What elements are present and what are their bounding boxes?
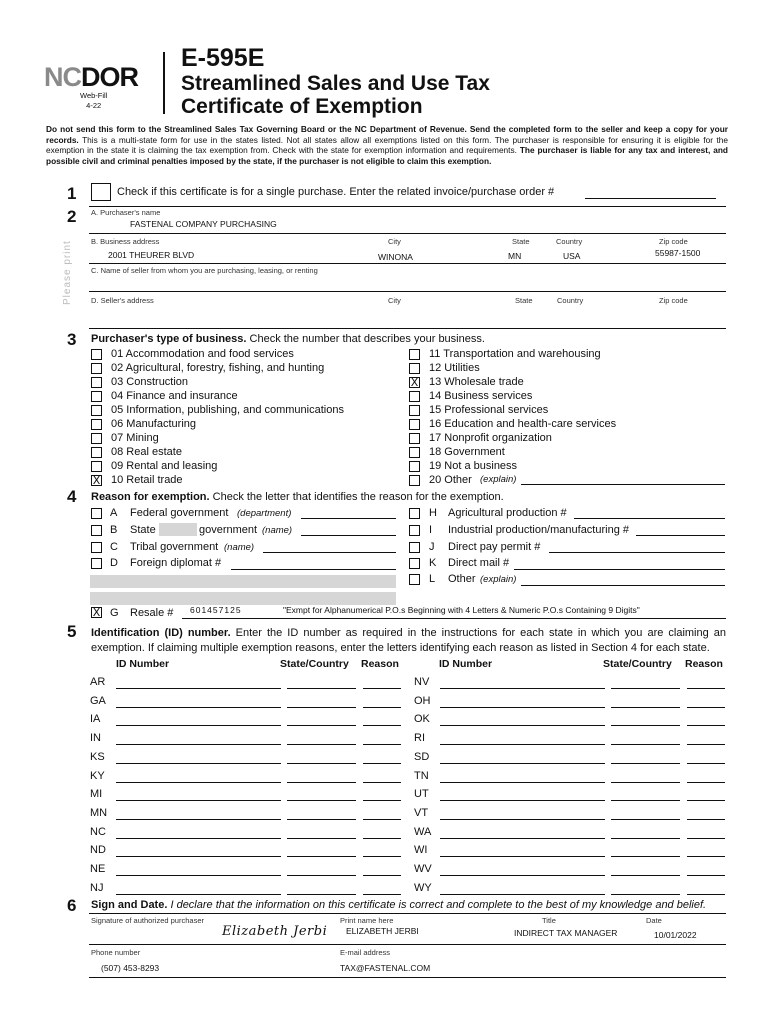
business-address-value[interactable]: 2001 THEURER BLVD (108, 250, 195, 260)
reason-e-shaded-field (90, 575, 396, 588)
intro-bold-2: The purchaser is liable for any tax and interest, and possible civil and criminal penalties imposed by the state, if the purchaser is not eligible to claim this exemption. (46, 145, 728, 166)
reason-g-text: Resale # (130, 607, 174, 619)
state-country-field[interactable] (287, 763, 356, 764)
id-number-title: Identification (ID) number. (91, 627, 231, 639)
business-type-checkbox[interactable]: X (92, 474, 101, 487)
id-number-field[interactable] (116, 856, 281, 857)
reason-field[interactable] (687, 856, 725, 857)
seller-state-label: State (515, 296, 533, 305)
reason-b-checkbox[interactable] (91, 525, 102, 536)
web-fill-block (80, 91, 107, 111)
state-code: TN (414, 769, 429, 782)
id-number-field[interactable] (116, 707, 281, 708)
state-country-field[interactable] (287, 688, 356, 689)
business-type-label: 04 Finance and insurance (111, 390, 238, 402)
reason-c-field[interactable] (263, 552, 396, 553)
state-code: WV (414, 863, 432, 875)
web-fill-label: Web-Fill (80, 91, 108, 100)
reason-c-note: (name) (224, 542, 255, 553)
id-number-field[interactable] (116, 782, 281, 783)
zip-label: Zip code (659, 237, 688, 246)
business-type-label: 14 Business services (429, 390, 533, 402)
business-type-checkbox[interactable] (409, 349, 420, 360)
reason-j-field[interactable] (549, 552, 725, 553)
reason-field[interactable] (687, 894, 725, 895)
state-code: NE (90, 863, 106, 875)
reason-k-field[interactable] (514, 569, 725, 570)
state-code: AR (90, 676, 106, 688)
reason-k-letter: K (429, 557, 437, 569)
state-country-field[interactable] (611, 763, 680, 764)
state-code: SD (414, 750, 430, 763)
reason-a-text: Federal government (130, 507, 229, 519)
state-country-field[interactable] (287, 856, 356, 857)
business-type-label: 18 Government (429, 446, 505, 458)
reason-b-note: (name) (262, 525, 293, 536)
reason-j-letter: J (429, 541, 435, 553)
reason-a-letter: A (110, 507, 118, 519)
col-reason-left: Reason (361, 658, 399, 670)
id-number-field[interactable] (440, 894, 605, 895)
reason-field[interactable] (687, 875, 725, 876)
reason-d-text: Foreign diplomat # (130, 557, 222, 569)
state-country-field[interactable] (611, 782, 680, 783)
logo-nc: NC (44, 62, 81, 92)
state-country-field[interactable] (287, 800, 356, 801)
business-type-checkbox[interactable] (409, 391, 420, 402)
signature-value[interactable]: Elizabeth Jerbi (222, 924, 328, 939)
state-code: MI (90, 788, 103, 801)
business-type-title: Purchaser's type of business. (91, 333, 247, 345)
reason-b-field[interactable] (301, 535, 396, 536)
state-code: ND (90, 844, 106, 857)
reason-field[interactable] (363, 763, 401, 764)
business-type-label: 13 Wholesale trade (429, 376, 524, 388)
seller-zip-label: Zip code (659, 296, 688, 305)
reason-h-checkbox[interactable] (409, 508, 420, 519)
reason-l-checkbox[interactable] (409, 574, 420, 585)
resale-note-value[interactable]: "Exmpt for Alphanumerical P.O.s Beginning with 4 Letters & Numeric P.O.s Containing 9 Digits" (283, 605, 640, 615)
reason-field[interactable] (687, 819, 725, 820)
sign-bottom-rule (89, 977, 726, 978)
state-code: WI (414, 844, 428, 857)
sign-date-text: I declare that the information on this certificate is correct and complete to the best of my knowledge and belief. (167, 899, 707, 911)
reason-field[interactable] (687, 725, 725, 726)
business-type-label: 06 Manufacturing (111, 418, 196, 430)
city-label: City (388, 237, 401, 246)
seller-country-label: Country (557, 296, 584, 305)
reason-field[interactable] (363, 856, 401, 857)
state-country-field[interactable] (611, 800, 680, 801)
col-state-right: State/Country (603, 658, 672, 670)
reason-field[interactable] (687, 838, 725, 839)
state-country-field[interactable] (287, 782, 356, 783)
reason-i-letter: I (429, 524, 433, 536)
reason-d-checkbox[interactable] (91, 558, 102, 569)
reason-k-text: Direct mail # (448, 557, 510, 569)
business-type-checkbox[interactable] (409, 405, 420, 416)
business-type-label: 02 Agricultural, forestry, fishing, and hunting (111, 362, 325, 374)
business-type-checkbox[interactable] (91, 377, 102, 388)
purchaser-name-label: A. Purchaser's name (91, 208, 161, 217)
reason-j-checkbox[interactable] (409, 542, 420, 553)
business-type-checkbox[interactable] (91, 419, 102, 430)
col-state-left: State/Country (280, 658, 349, 670)
reason-j-text: Direct pay permit # (448, 541, 541, 553)
business-type-checkbox[interactable] (409, 419, 420, 430)
business-type-checkbox[interactable] (91, 349, 102, 360)
purchaser-name-value[interactable]: FASTENAL COMPANY PURCHASING (130, 219, 277, 229)
state-country-field[interactable] (287, 875, 356, 876)
reason-field[interactable] (687, 800, 725, 801)
section-3-number: 3 (67, 330, 77, 349)
business-type-label: 17 Nonprofit organization (429, 432, 552, 444)
reason-a-note: (department) (237, 508, 292, 519)
state-code: KY (90, 769, 105, 782)
business-type-instruction: Check the number that describes your business. (246, 333, 485, 345)
reason-field[interactable] (363, 800, 401, 801)
reason-a-checkbox[interactable] (91, 508, 102, 519)
country-value[interactable]: USA (563, 251, 581, 261)
reason-field[interactable] (363, 744, 401, 745)
state-country-field[interactable] (287, 838, 356, 839)
seller-address-label: D. Seller's address (91, 296, 154, 305)
id-number-field[interactable] (116, 763, 281, 764)
reason-instruction: Check the letter that identifies the reason for the exemption. (209, 491, 504, 503)
reason-a-field[interactable] (301, 518, 396, 519)
city-value[interactable]: WINONA (378, 252, 413, 262)
reason-l-field[interactable] (521, 585, 725, 586)
business-type-label: 19 Not a business (429, 460, 518, 472)
reason-c-text: Tribal government (130, 541, 219, 553)
section-5-number: 5 (67, 622, 77, 641)
business-type-checkbox[interactable] (91, 461, 102, 472)
form-title-line2: Certificate of Exemption (181, 95, 423, 118)
state-code: NJ (90, 881, 104, 894)
form-version: 4-22 (86, 101, 102, 110)
business-type-label: 11 Transportation and warehousing (429, 348, 601, 360)
business-type-heading (91, 333, 485, 345)
state-country-field[interactable] (287, 744, 356, 745)
row-b-rule (89, 263, 726, 264)
state-country-field[interactable] (611, 819, 680, 820)
state-country-field[interactable] (287, 725, 356, 726)
reason-i-field[interactable] (636, 535, 725, 536)
reason-field[interactable] (363, 725, 401, 726)
sign-mid-rule (89, 944, 726, 945)
state-code: WA (414, 825, 432, 838)
reason-b-state-field[interactable] (159, 523, 197, 536)
section-6-number: 6 (67, 896, 77, 915)
signature-label: Signature of authorized purchaser (91, 916, 204, 925)
reason-l-text: Other (448, 573, 476, 585)
id-number-field[interactable] (440, 707, 605, 708)
business-type-checkbox[interactable] (409, 433, 420, 444)
id-number-field[interactable] (116, 819, 281, 820)
state-country-field[interactable] (611, 838, 680, 839)
reason-field[interactable] (363, 819, 401, 820)
id-number-field[interactable] (440, 800, 605, 801)
id-number-field[interactable] (116, 875, 281, 876)
form-title-line1: Streamlined Sales and Use Tax (181, 72, 490, 95)
id-number-field[interactable] (440, 875, 605, 876)
state-value[interactable]: MN (508, 251, 522, 261)
state-country-field[interactable] (611, 707, 680, 708)
business-type-checkbox[interactable] (409, 475, 420, 486)
business-type-label: 03 Construction (111, 376, 189, 388)
reason-field[interactable] (363, 782, 401, 783)
header-divider (163, 52, 165, 114)
reason-field[interactable] (687, 782, 725, 783)
title-label: Title (542, 916, 556, 925)
id-number-field[interactable] (116, 744, 281, 745)
business-type-label: 05 Information, publishing, and communications (111, 404, 344, 416)
id-number-field[interactable] (116, 688, 281, 689)
reason-l-letter: L (429, 573, 436, 585)
row-d-rule (89, 328, 726, 329)
col-id-right: ID Number (439, 658, 493, 670)
reason-field[interactable] (363, 838, 401, 839)
reason-field[interactable] (363, 688, 401, 689)
id-number-text: Enter the ID number as required in the instructions for each state in which you are claiming an exemption. If claiming multiple exemption reasons, enter the letters identifying each reason as listed in Section 4 for each state. (91, 627, 726, 654)
invoice-number-field[interactable] (585, 198, 716, 199)
state-code: OH (414, 694, 431, 707)
id-number-field[interactable] (440, 819, 605, 820)
state-country-field[interactable] (287, 819, 356, 820)
phone-label: Phone number (91, 948, 141, 957)
print-name-label: Print name here (340, 916, 394, 925)
state-code: WY (414, 881, 432, 894)
state-code: IA (90, 713, 101, 726)
state-code: VT (414, 806, 429, 819)
reason-h-field[interactable] (574, 518, 725, 519)
ncdor-logo (44, 62, 138, 93)
reason-b-text-2: government (199, 524, 258, 536)
resale-number-value[interactable]: 601457125 (190, 605, 242, 615)
id-number-field[interactable] (116, 894, 281, 895)
intro-bold-1: Do not send this form to the Streamlined Sales Tax Governing Board or the NC Department of Revenue. Send the completed form to the seller and keep a copy for your records. (46, 124, 728, 145)
id-number-instructions (91, 626, 726, 656)
reason-h-letter: H (429, 507, 437, 519)
country-label: Country (556, 237, 583, 246)
state-code: OK (414, 713, 430, 726)
business-type-checkbox[interactable] (91, 447, 102, 458)
print-name-value[interactable]: ELIZABETH JERBI (346, 926, 419, 936)
business-type-checkbox[interactable] (409, 447, 420, 458)
zip-value[interactable]: 55987-1500 (655, 248, 701, 258)
id-number-field[interactable] (116, 838, 281, 839)
email-label: E-mail address (340, 948, 391, 957)
state-code: NV (414, 676, 430, 688)
state-code: NC (90, 825, 106, 838)
business-type-checkbox[interactable] (409, 363, 420, 374)
section-2-number: 2 (67, 207, 77, 226)
state-code: MN (90, 806, 108, 819)
reason-field[interactable] (687, 744, 725, 745)
state-country-field[interactable] (611, 856, 680, 857)
reason-f-shaded-field (90, 592, 396, 605)
sign-top-rule (89, 913, 726, 914)
reason-b-text-1: State (130, 524, 156, 536)
reason-field[interactable] (363, 707, 401, 708)
form-number: E-595E (181, 44, 265, 72)
id-number-field[interactable] (440, 744, 605, 745)
business-type-checkbox[interactable] (91, 433, 102, 444)
sign-date-heading (91, 899, 706, 911)
state-country-field[interactable] (611, 688, 680, 689)
intro-paragraph (46, 124, 728, 166)
id-number-field[interactable] (440, 782, 605, 783)
date-value[interactable]: 10/01/2022 (654, 930, 697, 940)
reason-title: Reason for exemption. (91, 491, 210, 503)
business-address-label: B. Business address (91, 237, 160, 246)
reason-c-letter: C (110, 541, 118, 553)
state-country-field[interactable] (611, 744, 680, 745)
id-number-field[interactable] (440, 725, 605, 726)
business-type-label: 16 Education and health-care services (429, 418, 617, 430)
business-type-label: 09 Rental and leasing (111, 460, 218, 472)
business-type-label: 20 Other (429, 474, 472, 486)
state-code: IN (90, 732, 101, 745)
reason-heading (91, 491, 504, 503)
reason-c-checkbox[interactable] (91, 542, 102, 553)
state-code: RI (414, 732, 425, 745)
phone-value[interactable]: (507) 453-8293 (101, 963, 160, 973)
title-value[interactable]: INDIRECT TAX MANAGER (514, 928, 618, 938)
reason-b-letter: B (110, 524, 118, 536)
business-type-label: 12 Utilities (429, 362, 480, 374)
logo-dor: DOR (81, 62, 138, 92)
reason-g-letter: G (110, 607, 119, 619)
single-purchase-label: Check if this certificate is for a single purchase. Enter the related invoice/purchase order # (117, 186, 555, 198)
business-type-label: 15 Professional services (429, 404, 549, 416)
please-print-label: Please print (62, 240, 73, 305)
row-c-rule[interactable] (89, 291, 726, 292)
id-number-field[interactable] (116, 725, 281, 726)
reason-field[interactable] (363, 875, 401, 876)
reason-g-checkbox[interactable]: X (92, 606, 101, 619)
state-country-field[interactable] (611, 875, 680, 876)
reason-field[interactable] (687, 688, 725, 689)
intro-normal: This is a multi-state form for use in the states listed. Not all states allow all exemptions listed on this form. The purchaser is responsible for ensuring it is eligible for the exemption in the state it is claiming the tax exemption from. Check with the state for exemption information and requirements. (46, 134, 728, 155)
state-label: State (512, 237, 530, 246)
reason-h-text: Agricultural production # (448, 507, 567, 519)
business-type-checkbox[interactable]: X (410, 376, 419, 389)
business-type-checkbox[interactable] (91, 391, 102, 402)
state-country-field[interactable] (611, 894, 680, 895)
col-reason-right: Reason (685, 658, 723, 670)
col-id-left: ID Number (116, 658, 170, 670)
section-1-number: 1 (67, 184, 77, 203)
state-country-field[interactable] (287, 894, 356, 895)
business-type-checkbox[interactable] (409, 461, 420, 472)
state-code: KS (90, 750, 105, 763)
row-a-rule (89, 233, 726, 234)
single-purchase-checkbox[interactable] (91, 183, 111, 201)
reason-field[interactable] (363, 894, 401, 895)
reason-d-letter: D (110, 557, 118, 569)
state-code: UT (414, 788, 429, 801)
id-number-field[interactable] (440, 838, 605, 839)
seller-name-label: C. Name of seller from whom you are purchasing, leasing, or renting (91, 266, 318, 275)
reason-i-text: Industrial production/manufacturing # (448, 524, 629, 536)
business-type-checkbox[interactable] (91, 363, 102, 374)
state-country-field[interactable] (611, 725, 680, 726)
business-type-label: 10 Retail trade (111, 474, 183, 486)
reason-l-note: (explain) (480, 574, 517, 585)
other-explain-field[interactable] (521, 484, 725, 485)
seller-city-label: City (388, 296, 401, 305)
id-number-field[interactable] (440, 688, 605, 689)
id-number-field[interactable] (440, 763, 605, 764)
business-type-label: 07 Mining (111, 432, 159, 444)
business-type-label: 08 Real estate (111, 446, 182, 458)
id-number-field[interactable] (440, 856, 605, 857)
resale-field-rule (182, 618, 726, 619)
section-2-top-rule (89, 206, 726, 207)
reason-i-checkbox[interactable] (409, 525, 420, 536)
business-type-checkbox[interactable] (91, 405, 102, 416)
state-code: GA (90, 694, 106, 707)
reason-field[interactable] (687, 763, 725, 764)
state-country-field[interactable] (287, 707, 356, 708)
sign-date-title: Sign and Date. (91, 899, 168, 911)
reason-field[interactable] (687, 707, 725, 708)
business-type-label: 01 Accommodation and food services (111, 348, 294, 360)
other-explain-note: (explain) (480, 474, 517, 485)
reason-d-field[interactable] (231, 569, 396, 570)
email-value[interactable]: TAX@FASTENAL.COM (340, 963, 431, 973)
id-number-field[interactable] (116, 800, 281, 801)
reason-k-checkbox[interactable] (409, 558, 420, 569)
date-label: Date (646, 916, 662, 925)
section-4-number: 4 (67, 487, 77, 506)
